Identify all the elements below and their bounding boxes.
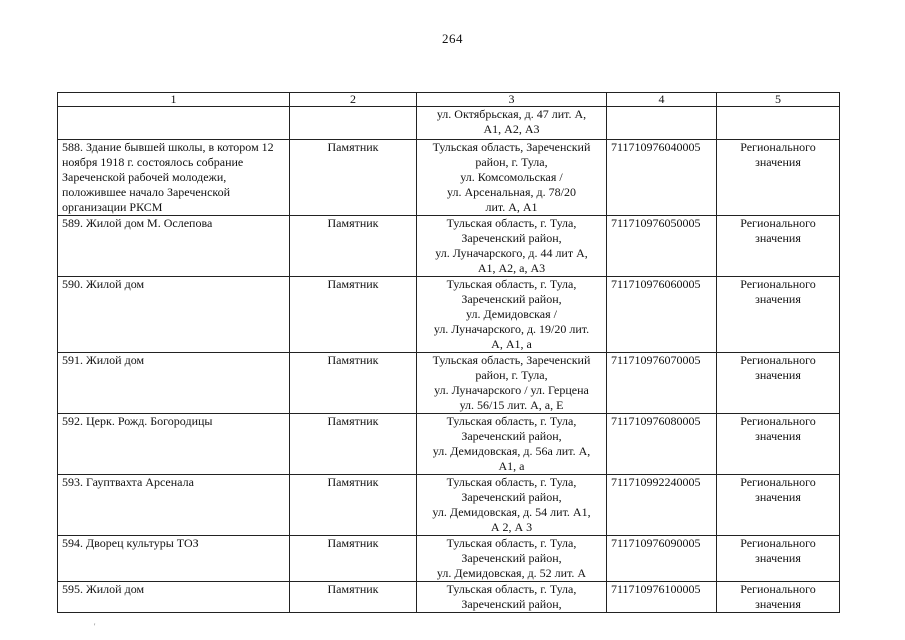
address-line: ул. Арсенальная, д. 78/20 — [447, 185, 576, 199]
address-line: Зареченский район, — [461, 231, 562, 245]
address-line: Тульская область, г. Тула, — [446, 582, 577, 596]
table-row — [58, 582, 840, 613]
address-line: ул. Демидовская / — [466, 307, 557, 321]
table-row — [58, 140, 840, 216]
object-address — [417, 414, 607, 475]
object-address — [417, 277, 607, 353]
object-name: 595. Жилой дом — [58, 582, 290, 613]
significance-line: значения — [755, 597, 801, 611]
significance — [717, 140, 840, 216]
significance — [717, 107, 840, 140]
address-line: ул. Демидовская, д. 52 лит. А — [436, 566, 587, 580]
column-header-2: 2 — [290, 93, 417, 107]
significance-line: Регионального — [740, 475, 816, 489]
object-name: 588. Здание бывшей школы, в котором 12 ноября 1918 г. состоялось собрание Зареченской рабочей молодежи, положившее начало Зареченской организации РКСМ — [58, 140, 290, 216]
object-name: 589. Жилой дом М. Ослепова — [58, 216, 290, 277]
address-line: Тульская область, г. Тула, — [446, 475, 577, 489]
registry-code: 711710976100005 — [607, 582, 717, 613]
object-address — [417, 216, 607, 277]
object-type: Памятник — [290, 140, 417, 216]
address-line: А1, А2, а, А3 — [477, 261, 546, 275]
object-type: Памятник — [290, 582, 417, 613]
object-type: Памятник — [290, 216, 417, 277]
column-header-4: 4 — [607, 93, 717, 107]
table-row-continuation — [58, 107, 840, 140]
page-number: 264 — [442, 31, 463, 46]
object-type: Памятник — [290, 277, 417, 353]
significance-line: значения — [755, 292, 801, 306]
significance-line: Регионального — [740, 582, 816, 596]
registry-code: 711710976060005 — [607, 277, 717, 353]
address-line: ул. Демидовская, д. 54 лит. А1, — [432, 505, 591, 519]
heritage-registry-table — [57, 92, 840, 613]
registry-code: 711710976070005 — [607, 353, 717, 414]
significance — [717, 475, 840, 536]
table-row — [58, 414, 840, 475]
address-line: Тульская область, г. Тула, — [446, 216, 577, 230]
object-type: Памятник — [290, 353, 417, 414]
table-row — [58, 536, 840, 582]
significance-line: Регионального — [740, 216, 816, 230]
object-address — [417, 475, 607, 536]
address-line: ул. Луначарского, д. 19/20 лит. — [433, 322, 590, 336]
address-line: Тульская область, г. Тула, — [446, 277, 577, 291]
address-line: ул. Луначарского / ул. Герцена — [434, 383, 589, 397]
address-line: Зареченский район, — [461, 429, 562, 443]
address-line: ул. Демидовская, д. 56а лит. А, — [432, 444, 591, 458]
address-line: А1, а — [498, 459, 525, 473]
address-line: Тульская область, г. Тула, — [446, 536, 577, 550]
address-line: район, г. Тула, — [475, 368, 548, 382]
registry-code: 711710976090005 — [607, 536, 717, 582]
address-line: ул. 56/15 лит. А, а, Е — [459, 398, 564, 412]
object-name: 592. Церк. Рожд. Богородицы — [58, 414, 290, 475]
address-line: лит. А, А1 — [485, 200, 538, 214]
significance — [717, 216, 840, 277]
address-line: Тульская область, Зареченский — [432, 353, 591, 367]
registry-code — [607, 107, 717, 140]
significance-line: значения — [755, 155, 801, 169]
address-line: район, г. Тула, — [475, 155, 548, 169]
table-row — [58, 353, 840, 414]
object-name: 593. Гауптвахта Арсенала — [58, 475, 290, 536]
table-row — [58, 216, 840, 277]
significance-line: значения — [755, 429, 801, 443]
registry-code: 711710976080005 — [607, 414, 717, 475]
registry-code: 711710992240005 — [607, 475, 717, 536]
significance-line: Регионального — [740, 277, 816, 291]
significance-line: Регионального — [740, 353, 816, 367]
significance-line: значения — [755, 231, 801, 245]
object-name: 590. Жилой дом — [58, 277, 290, 353]
significance — [717, 582, 840, 613]
object-type — [290, 107, 417, 140]
significance-line: Регионального — [740, 140, 816, 154]
column-header-row — [58, 93, 840, 107]
significance-line: значения — [755, 368, 801, 382]
object-type: Памятник — [290, 475, 417, 536]
address-line: Зареченский район, — [461, 292, 562, 306]
significance-line: значения — [755, 490, 801, 504]
address-line: А 2, А 3 — [490, 520, 533, 534]
address-line: Тульская область, г. Тула, — [446, 414, 577, 428]
registry-code: 711710976050005 — [607, 216, 717, 277]
address-line: Зареченский район, — [461, 551, 562, 565]
significance — [717, 353, 840, 414]
object-address — [417, 140, 607, 216]
object-address — [417, 536, 607, 582]
significance — [717, 277, 840, 353]
column-header-1: 1 — [58, 93, 290, 107]
object-address — [417, 353, 607, 414]
address-line: Зареченский район, — [461, 490, 562, 504]
object-address — [417, 582, 607, 613]
significance-line: значения — [755, 551, 801, 565]
address-line: ул. Октябрьская, д. 47 лит. А, — [436, 107, 587, 121]
significance-line: Регионального — [740, 536, 816, 550]
registry-code: 711710976040005 — [607, 140, 717, 216]
table-row — [58, 475, 840, 536]
significance-line: Регионального — [740, 414, 816, 428]
object-name: 594. Дворец культуры ТОЗ — [58, 536, 290, 582]
object-address — [417, 107, 607, 140]
stray-mark: ' — [94, 622, 96, 631]
object-name: 591. Жилой дом — [58, 353, 290, 414]
address-line: А, А1, а — [491, 337, 532, 351]
address-line: А1, А2, А3 — [483, 122, 540, 136]
column-header-5: 5 — [717, 93, 840, 107]
table-row — [58, 277, 840, 353]
address-line: ул. Луначарского, д. 44 лит А, — [435, 246, 588, 260]
address-line: Зареченский район, — [461, 597, 562, 611]
address-line: Тульская область, Зареченский — [432, 140, 591, 154]
object-name — [58, 107, 290, 140]
object-type: Памятник — [290, 536, 417, 582]
column-header-3: 3 — [417, 93, 607, 107]
object-type: Памятник — [290, 414, 417, 475]
significance — [717, 414, 840, 475]
significance — [717, 536, 840, 582]
address-line: ул. Комсомольская / — [460, 170, 563, 184]
